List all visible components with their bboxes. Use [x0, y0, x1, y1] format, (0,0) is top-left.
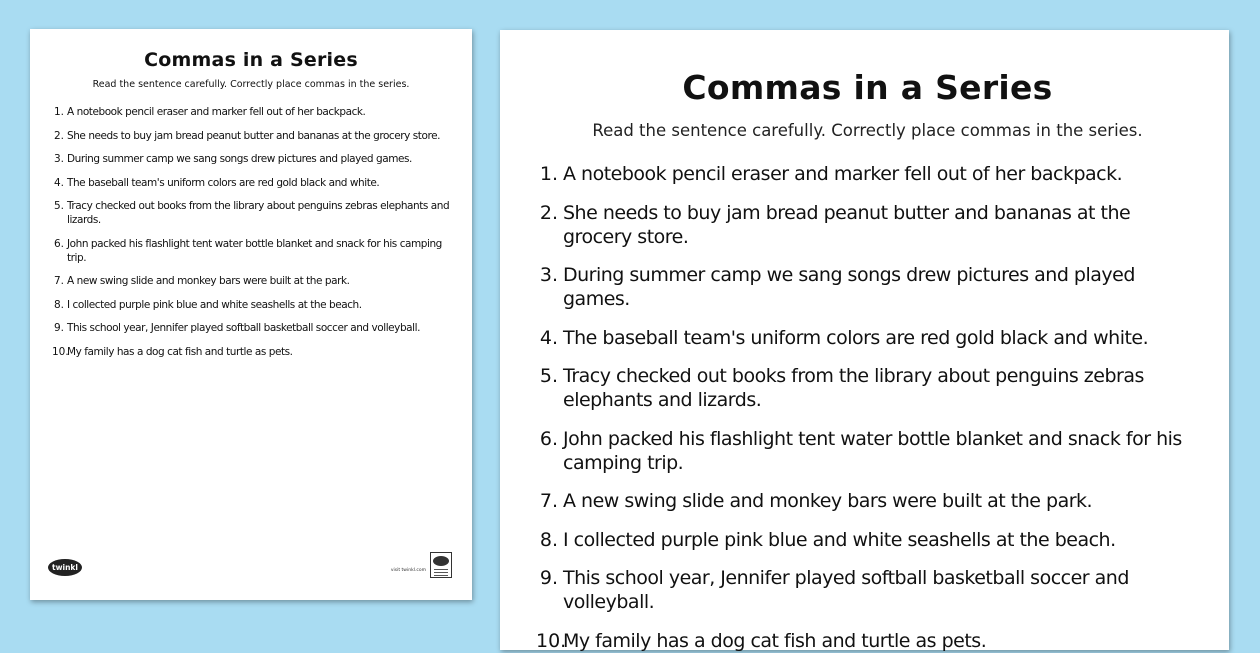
worksheet-instructions: Read the sentence carefully. Correctly place commas in the series. — [92, 79, 410, 90]
worksheet-title: Commas in a Series — [682, 68, 1053, 107]
list-item: 7. A new swing slide and monkey bars were built at the park. — [53, 275, 350, 287]
worksheet-zoomed — [500, 30, 1229, 650]
list-item: 8. I collected purple pink blue and white seashells at the beach. — [539, 528, 1116, 551]
list-item: 4. The baseball team's uniform colors are red gold black and white. — [53, 176, 380, 189]
list-item: 4. The baseball team's uniform colors are red gold black and white. — [539, 326, 1149, 349]
list-item: 6. John packed his flashlight tent water bottle blanket and snack for his camping trip. — [539, 427, 1182, 474]
worksheet-instructions: Read the sentence carefully. Correctly place commas in the series. — [592, 121, 1143, 140]
visit-link-text: visit twinkl.com — [390, 568, 426, 573]
list-item: 10. My family has a dog cat fish and turtle as pets. — [52, 345, 293, 358]
worksheet-footer — [48, 550, 452, 578]
twinkl-logo-icon: twinkl — [48, 559, 82, 576]
worksheet-title: Commas in a Series — [144, 49, 358, 71]
worksheet-thumbnail — [30, 29, 472, 600]
list-item: 3. During summer camp we sang songs drew pictures and played games. — [539, 264, 1135, 310]
list-item: 9. This school year, Jennifer played softball basketball soccer and volleyball. — [539, 567, 1129, 613]
list-item: 9. This school year, Jennifer played softball basketball soccer and volleyball. — [53, 322, 420, 334]
sentence-list — [52, 105, 450, 359]
list-item: 3. During summer camp we sang songs drew pictures and played games. — [53, 153, 412, 165]
list-item: 1. A notebook pencil eraser and marker fell out of her backpack. — [539, 163, 1123, 185]
sentence-list — [536, 162, 1199, 653]
list-item: 5. Tracy checked out books from the library about penguins zebras elephants and lizards. — [539, 365, 1144, 411]
list-item: 8. I collected purple pink blue and white seashells at the beach. — [53, 298, 362, 311]
list-item: 7. A new swing slide and monkey bars were built at the park. — [539, 490, 1093, 512]
list-item: 2. She needs to buy jam bread peanut butter and bananas at the grocery store. — [539, 201, 1131, 248]
list-item: 5. Tracy checked out books from the library about penguins zebras elephants and lizards. — [53, 200, 450, 226]
list-item: 10. My family has a dog cat fish and turtle as pets. — [536, 629, 987, 652]
list-item: 6. John packed his flashlight tent water bottle blanket and snack for his camping trip. — [53, 237, 442, 264]
list-item: 2. She needs to buy jam bread peanut butter and bananas at the grocery store. — [53, 129, 440, 142]
list-item: 1. A notebook pencil eraser and marker fell out of her backpack. — [53, 106, 366, 118]
badge-icon — [430, 552, 452, 578]
